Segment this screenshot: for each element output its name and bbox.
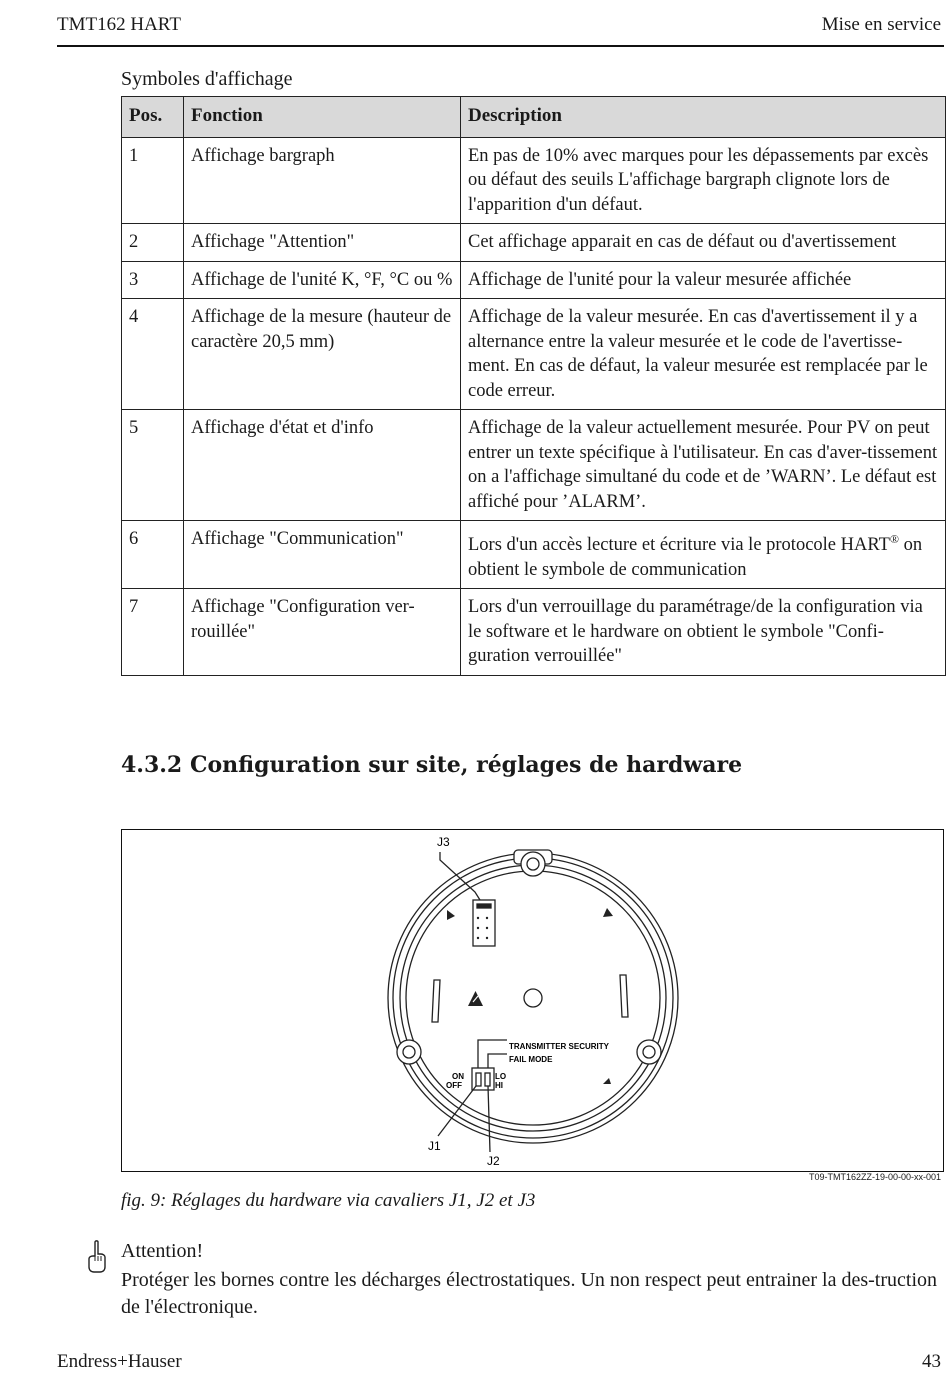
right-screw-boss <box>637 1040 661 1064</box>
table-row <box>122 589 946 676</box>
display-symbols-table <box>121 96 946 676</box>
figure-code: T09-TMT162ZZ-19-00-00-xx-001 <box>808 1172 941 1182</box>
label-lo: LO <box>495 1072 507 1081</box>
cell-description: Cet affichage apparait en cas de défaut ou d'avertissement <box>461 224 946 262</box>
label-off: OFF <box>446 1081 462 1090</box>
cell-fonction: Affichage "Communication" <box>184 521 461 589</box>
table-row <box>122 137 946 224</box>
center-hole <box>524 989 542 1007</box>
cell-description: Affichage de la valeur actuellement mesurée. Pour PV on peut entrer un texte spécifique à l'utilisateur. En cas d'aver-tissement on a l'affichage simultané du code et de ’WARN’. Le défaut est affiché pour ’ALARM’. <box>461 410 946 521</box>
cell-description: En pas de 10% avec marques pour les dépassements par excès ou défaut des seuils L'affichage bargraph clignote lors de l'apparition d'un défaut. <box>461 137 946 224</box>
housing-ring-2 <box>393 858 673 1138</box>
section-number: 4.3.2 <box>121 752 183 778</box>
cell-description: Affichage de l'unité pour la valeur mesurée affichée <box>461 261 946 299</box>
hardware-figure <box>121 829 944 1172</box>
cell-description: Affichage de la valeur mesurée. En cas d'avertissement il y a alternance entre la valeur mesurée et le code de l'avertisse-ment. En cas de défaut, la valeur mesurée est remplacée par le code erreur. <box>461 299 946 410</box>
header-rule <box>57 45 944 47</box>
cell-pos: 3 <box>122 261 184 299</box>
table-row <box>122 299 946 410</box>
left-slot <box>432 980 440 1022</box>
label-j1: J1 <box>428 1139 441 1153</box>
header-chapter-title: Mise en service <box>821 14 941 35</box>
section-title: Configuration sur site, réglages de hardware <box>190 752 743 778</box>
j3-leader <box>440 852 480 900</box>
page-number: 43 <box>922 1351 941 1372</box>
attention-title: Attention! <box>121 1240 204 1262</box>
right-slot <box>620 975 628 1017</box>
cell-fonction: Affichage d'état et d'info <box>184 410 461 521</box>
table-header-row <box>122 97 946 138</box>
column-header-pos: Pos. <box>122 97 184 138</box>
cell-fonction: Affichage bargraph <box>184 137 461 224</box>
table-row <box>122 521 946 589</box>
label-hi: HI <box>495 1081 503 1090</box>
label-fail-mode: FAIL MODE <box>509 1055 553 1064</box>
column-header-description: Description <box>461 97 946 138</box>
cell-pos: 2 <box>122 224 184 262</box>
cell-description <box>461 521 946 589</box>
table-row <box>122 410 946 521</box>
failmode-leader <box>488 1054 507 1068</box>
housing-outer-ring <box>388 853 678 1143</box>
cell-pos: 1 <box>122 137 184 224</box>
description-text-continued: on obtient le symbole de communication <box>468 535 923 580</box>
housing-ring-3 <box>400 865 666 1131</box>
cell-pos: 4 <box>122 299 184 410</box>
top-screw-boss <box>521 852 545 876</box>
cell-fonction: Affichage de l'unité K, °F, °C ou % <box>184 261 461 299</box>
label-transmitter-security: TRANSMITTER SECURITY <box>509 1042 609 1051</box>
header-product-name: TMT162 HART <box>57 14 181 35</box>
cell-fonction: Affichage "Configuration ver-rouillée" <box>184 589 461 676</box>
table-row <box>122 261 946 299</box>
label-on: ON <box>452 1072 464 1081</box>
table-row <box>122 224 946 262</box>
figure-caption: fig. 9: Réglages du hardware via cavaliers J1, J2 et J3 <box>121 1190 536 1211</box>
label-j2: J2 <box>487 1154 500 1168</box>
cell-pos: 6 <box>122 521 184 589</box>
cell-description: Lors d'un verrouillage du paramétrage/de la configuration via le software et le hardware on obtient le symbole "Confi-guration verrouillée" <box>461 589 946 676</box>
label-j3: J3 <box>437 835 450 849</box>
section-heading <box>121 752 742 778</box>
housing-inner-ring <box>406 871 660 1125</box>
table-caption: Symboles d'affichage <box>121 68 293 90</box>
attention-text: Protéger les bornes contre les décharges électrostatiques. Un non respect peut entrainer la des-truction de l'électronique. <box>121 1269 937 1318</box>
cell-fonction: Affichage "Attention" <box>184 224 461 262</box>
registered-mark: ® <box>889 532 900 546</box>
cell-pos: 5 <box>122 410 184 521</box>
housing-drawing <box>122 830 943 1171</box>
cell-pos: 7 <box>122 589 184 676</box>
footer-brand: Endress+Hauser <box>57 1351 182 1372</box>
left-screw-boss <box>397 1040 421 1064</box>
column-header-fonction: Fonction <box>184 97 461 138</box>
j2-leader <box>488 1086 490 1152</box>
cell-fonction: Affichage de la mesure (hauteur de caractère 20,5 mm) <box>184 299 461 410</box>
description-text: Lors d'un accès lecture et écriture via le protocole HART <box>468 535 890 556</box>
pointing-hand-icon <box>86 1240 108 1274</box>
